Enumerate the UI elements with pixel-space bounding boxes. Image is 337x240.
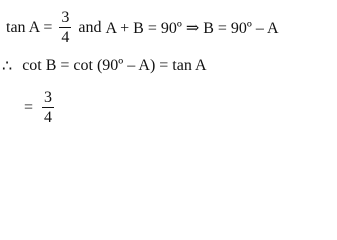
equation-line-3: [24, 86, 57, 130]
fraction-denominator: 4: [61, 29, 70, 46]
equation-line-2: [2, 54, 207, 78]
fraction-three-quarters: [59, 10, 71, 46]
angle-sum-relation: A + B = 90º ⇒ B = 90º – A: [105, 20, 279, 37]
tan-a-lhs: tan A =: [6, 19, 57, 36]
and-connector: and: [74, 19, 106, 36]
result-fraction: [42, 90, 54, 126]
fraction-numerator: 3: [61, 9, 70, 26]
equals-sign: =: [24, 99, 34, 116]
result-denominator: 4: [44, 109, 53, 126]
equation-line-1: [6, 6, 279, 50]
therefore-symbol: ∴: [2, 58, 13, 75]
result-numerator: 3: [44, 89, 53, 106]
cot-b-relation: cot B = cot (90º – A) = tan A: [22, 57, 207, 74]
